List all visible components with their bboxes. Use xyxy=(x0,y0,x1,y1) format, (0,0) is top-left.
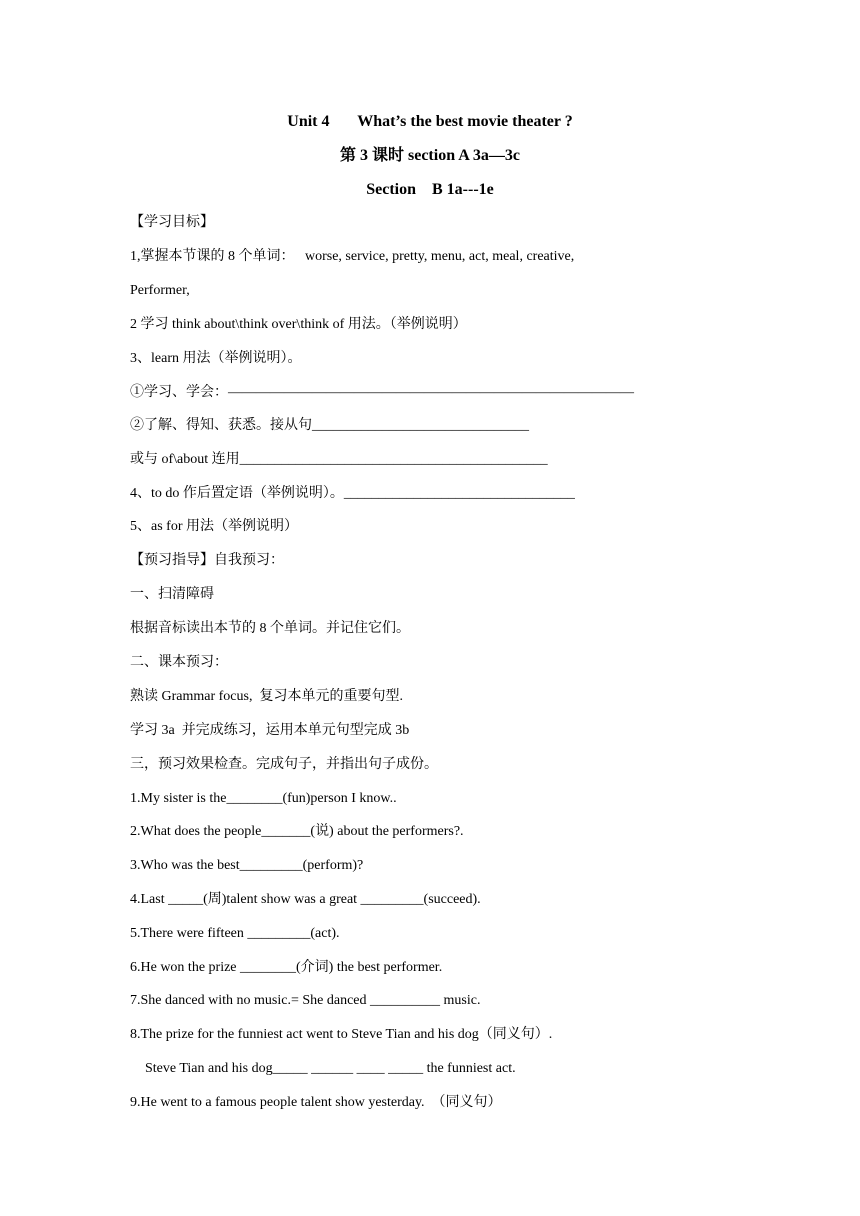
part-1-heading: 一、扫清障碍 xyxy=(130,587,214,602)
objective-3-item-2-continued: 或与 of\about 连用____________________________________________ xyxy=(130,452,548,467)
exercise-5: 5.There were fifteen _________(act). xyxy=(130,926,340,941)
part-1-instruction: 根据音标读出本节的 8 个单词。并记住它们。 xyxy=(130,621,410,636)
objective-4: 4、to do 作后置定语（举例说明）。_________________________________ xyxy=(130,486,575,501)
part-2-instruction-2: 学习 3a 并完成练习，运用本单元句型完成 3b xyxy=(130,723,410,738)
objective-3: 3、learn 用法（举例说明）。 xyxy=(130,351,302,366)
exercise-4: 4.Last _____(周)talent show was a great _________(succeed). xyxy=(130,892,481,907)
section-title: Section B 1a---1e xyxy=(366,181,494,198)
lesson-title: 第 3 课时 section A 3a—3c xyxy=(340,147,520,164)
objective-1-continued: Performer, xyxy=(130,283,190,298)
part-2-instruction-1: 熟读 Grammar focus, 复习本单元的重要句型. xyxy=(130,689,403,704)
exercise-7: 7.She danced with no music.= She danced __________ music. xyxy=(130,993,481,1008)
objective-3-item-1: ①学习、学会：————————————————————————————— xyxy=(130,385,634,400)
unit-title: Unit 4 What’s the best movie theater ? xyxy=(287,113,573,130)
objective-2: 2 学习 think about\think over\think of 用法。（举例说明） xyxy=(130,317,467,332)
exercise-8: 8.The prize for the funniest act went to Steve Tian and his dog（同义句）. xyxy=(130,1027,553,1042)
objectives-heading: 【学习目标】 xyxy=(130,215,214,230)
part-2-heading: 二、课本预习： xyxy=(130,655,228,670)
exercise-9: 9.He went to a famous people talent show yesterday. （同义句） xyxy=(130,1095,502,1110)
exercise-3: 3.Who was the best_________(perform)? xyxy=(130,858,364,873)
exercise-1: 1.My sister is the________(fun)person I know.. xyxy=(130,791,397,806)
exercise-6: 6.He won the prize ________(介词) the best performer. xyxy=(130,960,443,975)
objective-1: 1,掌握本节课的 8 个单词： worse, service, pretty, menu, act, meal, creative, xyxy=(130,249,575,264)
preview-heading: 【预习指导】自我预习： xyxy=(130,553,284,568)
objective-3-item-2: ②了解、得知、获悉。接从句_______________________________ xyxy=(130,418,529,433)
part-3-heading: 三，预习效果检查。完成句子，并指出句子成份。 xyxy=(130,757,438,772)
exercise-8-answer-line: Steve Tian and his dog_____ ______ ____ _____ the funniest act. xyxy=(145,1061,516,1076)
exercise-2: 2.What does the people_______(说) about the performers?. xyxy=(130,824,464,839)
objective-5: 5、as for 用法（举例说明） xyxy=(130,519,298,534)
